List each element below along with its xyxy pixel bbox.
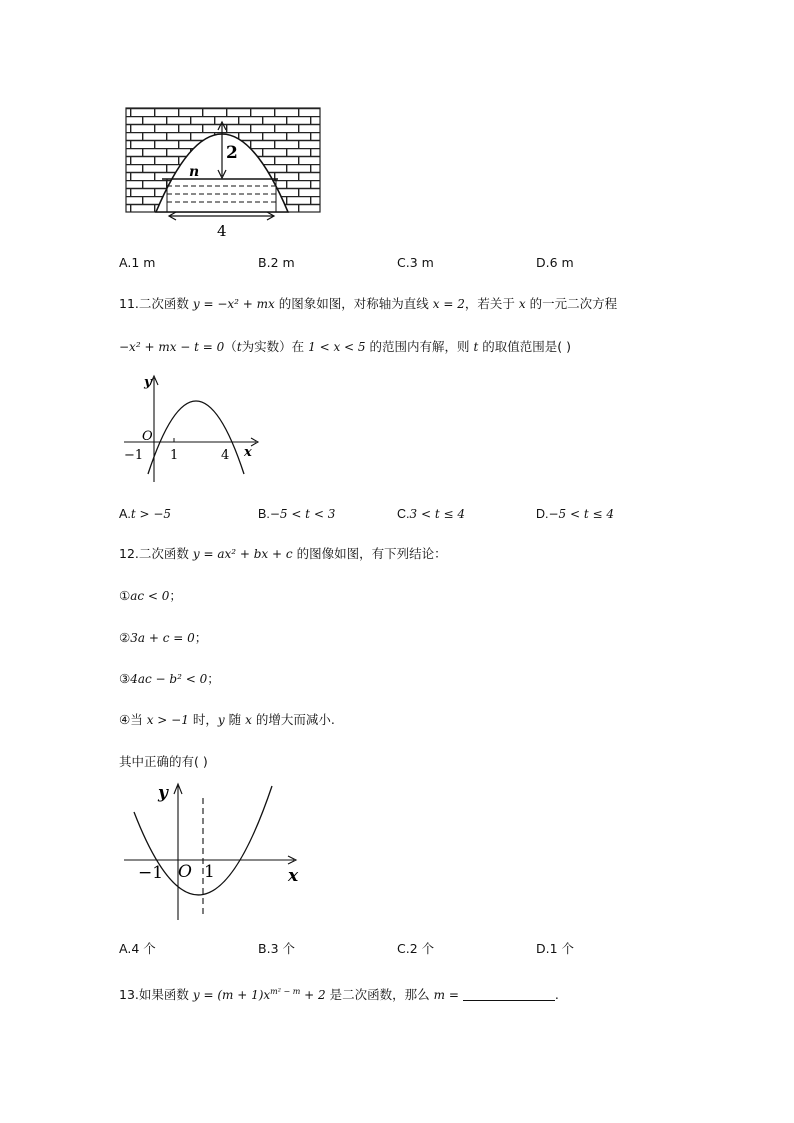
q11-tick-1: 1 [170, 448, 179, 463]
q13-answer-blank[interactable] [463, 988, 555, 1001]
q12-x-label: x [288, 866, 299, 886]
q11-equation: −x² + mx − t = 0 [119, 340, 225, 354]
q12-question: 其中正确的有( ) [119, 754, 208, 769]
q12-y-label: y [158, 783, 168, 803]
bridge-arch-figure [118, 100, 328, 240]
q11-y-label: y [144, 375, 152, 390]
q13-number: 13. [119, 987, 139, 1003]
q12-option-c[interactable]: C.2 个 [397, 941, 435, 956]
q12-conclusion-4: ④当 x > −1 时，y 随 x 的增大而减小. [119, 712, 335, 727]
q12-option-a[interactable]: A.4 个 [119, 941, 156, 956]
q11-range: 1 < x < 5 [308, 340, 366, 354]
q10-option-b[interactable]: B.2 m [258, 255, 295, 270]
q10-option-d[interactable]: D.6 m [536, 255, 574, 270]
q12-conclusion-2: ②3a + c = 0； [119, 630, 208, 645]
q11-axis: x = 2 [432, 297, 465, 311]
q12-number: 12. [119, 546, 139, 561]
q12-option-b[interactable]: B.3 个 [258, 941, 295, 956]
height-label: 2 [226, 143, 238, 163]
q11-tick-neg1: −1 [124, 448, 144, 463]
q12-tick-1: 1 [204, 862, 215, 882]
q10-option-a[interactable]: A.1 m [119, 255, 156, 270]
q11-option-b[interactable]: B.−5 < t < 3 [258, 507, 336, 521]
q11-option-a[interactable]: A.t > −5 [119, 507, 172, 521]
q11-function: y = −x² + mx [192, 297, 275, 311]
q11-origin-label: O [142, 429, 153, 444]
q10-option-c[interactable]: C.3 m [397, 255, 434, 270]
q13-exponent: m² − m [270, 987, 301, 996]
q11-option-d[interactable]: D.−5 < t ≤ 4 [536, 507, 615, 521]
q12-stem: 12.二次函数 y = ax² + bx + c 的图像如图，有下列结论： [119, 546, 447, 561]
q12-origin-label: O [178, 862, 192, 882]
q12-option-d[interactable]: D.1 个 [536, 941, 575, 956]
n-label: n [189, 164, 200, 180]
q12-tick-neg1: −1 [138, 863, 164, 883]
q13-stem: 13.如果函数 $y = (m + 1)x^{m^2 - m} + 2$ 是二次函数，那么 m = . [119, 987, 559, 1003]
q11-option-c[interactable]: C.3 < t ≤ 4 [397, 507, 465, 521]
q11-stem-line1: 11.二次函数 y = −x² + mx 的图象如图，对称轴为直线 x = 2，若关于 x 的一元二次方程 [119, 296, 618, 311]
q12-graph [116, 780, 316, 925]
q13-function: y = (m + 1)x [192, 988, 271, 1003]
q11-number: 11. [119, 296, 139, 311]
q11-stem-line2: −x² + mx − t = 0（t为实数）在 1 < x < 5 的范围内有解，则 t 的取值范围是( ) [119, 339, 572, 354]
width-label: 4 [217, 222, 227, 240]
q12-conclusion-3: ③4ac − b² < 0； [119, 671, 220, 686]
q11-graph [116, 370, 266, 488]
q12-conclusion-1: ①ac < 0； [119, 588, 182, 603]
q12-function: y = ax² + bx + c [192, 547, 293, 561]
q11-tick-4: 4 [221, 448, 230, 463]
q11-x-label: x [244, 445, 252, 460]
